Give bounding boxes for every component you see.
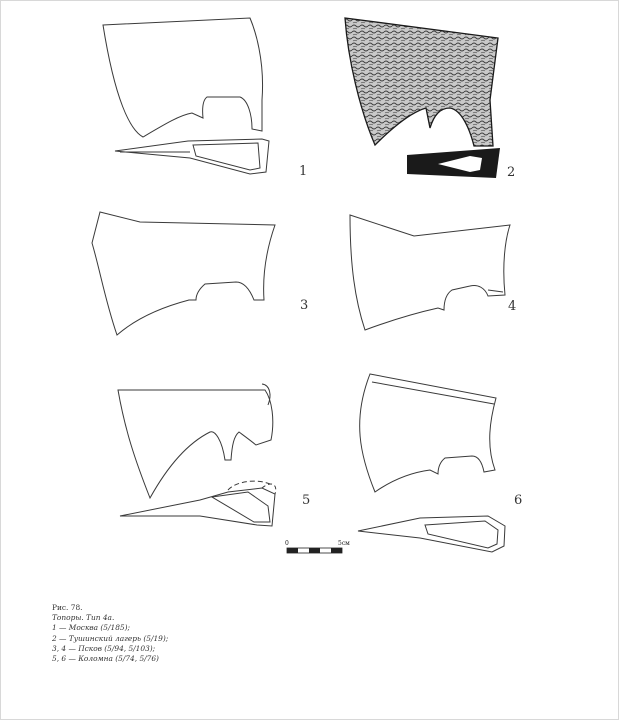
caption-line-3: 3, 4 — Псков (5/94, 5/103); xyxy=(52,643,156,653)
caption-line-1: 1 — Москва (5/185); xyxy=(52,623,130,633)
figure-number-2: 2 xyxy=(507,165,516,180)
figure-number-4: 4 xyxy=(508,299,517,314)
figure-number-5: 5 xyxy=(302,493,311,508)
caption-line-2: 2 — Тушинский лагерь (5/19); xyxy=(52,633,169,643)
axe-5-drawing xyxy=(118,384,276,526)
scale-start-label: 0 xyxy=(285,540,289,547)
axe-1-drawing xyxy=(103,18,269,174)
axe-3-drawing xyxy=(92,212,275,335)
axe-6-drawing xyxy=(358,374,505,552)
scale-end-label: 5см xyxy=(338,540,350,547)
figure-number-6: 6 xyxy=(514,493,523,508)
figure-number-3: 3 xyxy=(300,298,309,313)
axe-4-drawing xyxy=(350,215,510,330)
caption-figure-number: Рис. 78. xyxy=(52,603,83,612)
caption-line-4: 5, 6 — Коломна (5/74, 5/76) xyxy=(52,654,159,664)
figure-number-1: 1 xyxy=(299,164,308,179)
scale-bar xyxy=(285,540,350,553)
figure-caption xyxy=(52,603,352,664)
caption-title: Топоры. Тип 4а. xyxy=(52,613,115,623)
axe-2-drawing xyxy=(345,18,500,178)
